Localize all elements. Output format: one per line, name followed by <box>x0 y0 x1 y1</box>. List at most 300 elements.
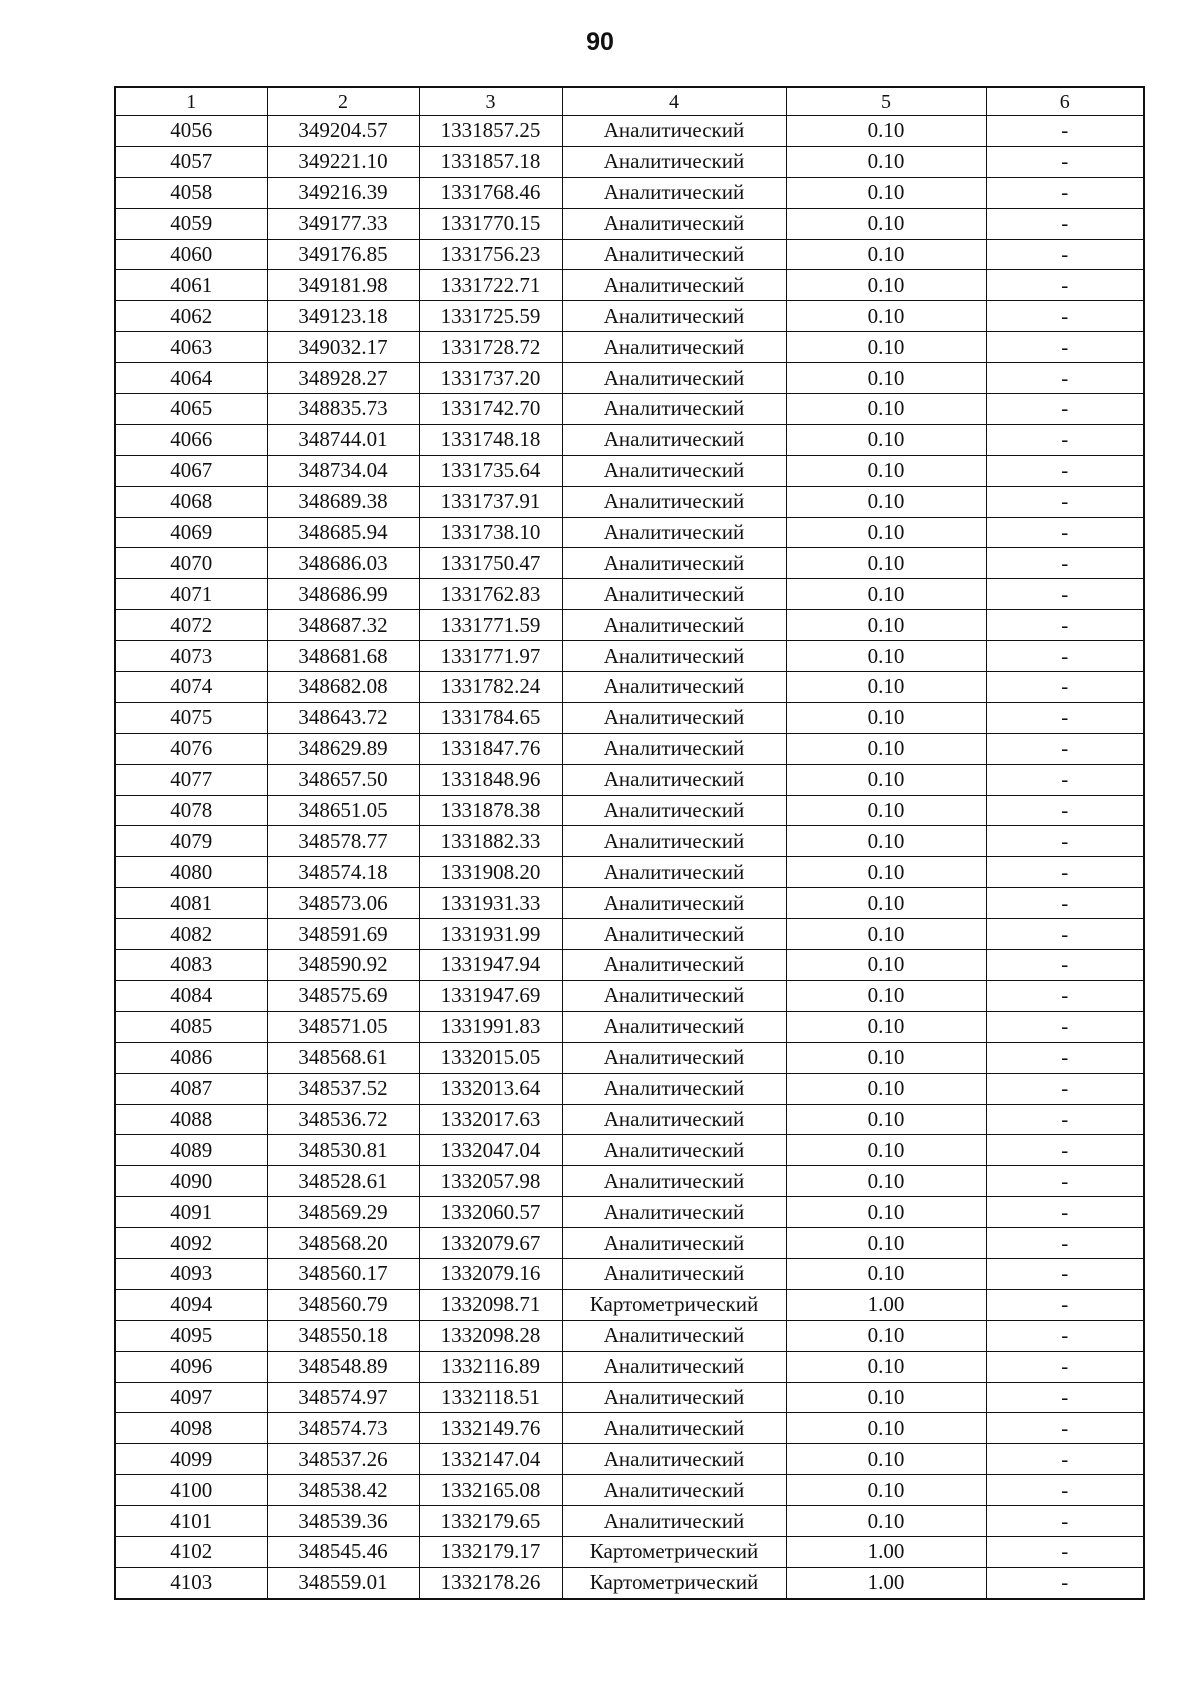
x-coordinate-cell: 348574.18 <box>267 857 419 888</box>
y-coordinate-cell: 1332149.76 <box>419 1413 562 1444</box>
y-coordinate-cell: 1332015.05 <box>419 1042 562 1073</box>
table-row <box>115 1536 1144 1567</box>
accuracy-cell: 0.10 <box>786 363 986 394</box>
table-row <box>115 795 1144 826</box>
note-cell: - <box>986 486 1144 517</box>
method-cell: Аналитический <box>562 301 786 332</box>
method-cell: Аналитический <box>562 517 786 548</box>
x-coordinate-cell: 348591.69 <box>267 919 419 950</box>
note-cell: - <box>986 1166 1144 1197</box>
x-coordinate-cell: 349181.98 <box>267 270 419 301</box>
table-row <box>115 146 1144 177</box>
note-cell: - <box>986 177 1144 208</box>
method-cell: Аналитический <box>562 455 786 486</box>
y-coordinate-cell: 1331947.94 <box>419 950 562 981</box>
point-number-cell: 4062 <box>115 301 267 332</box>
x-coordinate-cell: 348686.99 <box>267 579 419 610</box>
x-coordinate-cell: 348528.61 <box>267 1166 419 1197</box>
accuracy-cell: 0.10 <box>786 641 986 672</box>
accuracy-cell: 0.10 <box>786 239 986 270</box>
accuracy-cell: 0.10 <box>786 980 986 1011</box>
accuracy-cell: 0.10 <box>786 517 986 548</box>
method-cell: Аналитический <box>562 733 786 764</box>
point-number-cell: 4089 <box>115 1135 267 1166</box>
x-coordinate-cell: 349177.33 <box>267 208 419 239</box>
method-cell: Аналитический <box>562 857 786 888</box>
accuracy-cell: 0.10 <box>786 1073 986 1104</box>
note-cell: - <box>986 517 1144 548</box>
method-cell: Аналитический <box>562 1011 786 1042</box>
note-cell: - <box>986 1506 1144 1537</box>
note-cell: - <box>986 548 1144 579</box>
x-coordinate-cell: 348575.69 <box>267 980 419 1011</box>
method-cell: Аналитический <box>562 1135 786 1166</box>
point-number-cell: 4090 <box>115 1166 267 1197</box>
accuracy-cell: 0.10 <box>786 1011 986 1042</box>
x-coordinate-cell: 348569.29 <box>267 1197 419 1228</box>
column-header: 1 <box>115 87 267 116</box>
accuracy-cell: 0.10 <box>786 424 986 455</box>
point-number-cell: 4061 <box>115 270 267 301</box>
accuracy-cell: 0.10 <box>786 208 986 239</box>
y-coordinate-cell: 1331728.72 <box>419 332 562 363</box>
note-cell: - <box>986 702 1144 733</box>
point-number-cell: 4091 <box>115 1197 267 1228</box>
point-number-cell: 4077 <box>115 764 267 795</box>
y-coordinate-cell: 1331771.97 <box>419 641 562 672</box>
table-row <box>115 332 1144 363</box>
table-header-row <box>115 87 1144 116</box>
accuracy-cell: 0.10 <box>786 301 986 332</box>
method-cell: Аналитический <box>562 579 786 610</box>
y-coordinate-cell: 1331882.33 <box>419 826 562 857</box>
point-number-cell: 4086 <box>115 1042 267 1073</box>
accuracy-cell: 0.10 <box>786 332 986 363</box>
point-number-cell: 4097 <box>115 1382 267 1413</box>
method-cell: Аналитический <box>562 177 786 208</box>
point-number-cell: 4079 <box>115 826 267 857</box>
point-number-cell: 4100 <box>115 1475 267 1506</box>
table-row <box>115 1042 1144 1073</box>
note-cell: - <box>986 1042 1144 1073</box>
note-cell: - <box>986 455 1144 486</box>
note-cell: - <box>986 641 1144 672</box>
table-row <box>115 1289 1144 1320</box>
method-cell: Аналитический <box>562 610 786 641</box>
method-cell: Аналитический <box>562 1166 786 1197</box>
table-row <box>115 548 1144 579</box>
table-row <box>115 1073 1144 1104</box>
column-header: 3 <box>419 87 562 116</box>
table-row <box>115 610 1144 641</box>
point-number-cell: 4087 <box>115 1073 267 1104</box>
x-coordinate-cell: 348537.52 <box>267 1073 419 1104</box>
y-coordinate-cell: 1332118.51 <box>419 1382 562 1413</box>
y-coordinate-cell: 1332098.71 <box>419 1289 562 1320</box>
x-coordinate-cell: 348682.08 <box>267 672 419 703</box>
point-number-cell: 4101 <box>115 1506 267 1537</box>
note-cell: - <box>986 919 1144 950</box>
column-header: 6 <box>986 87 1144 116</box>
accuracy-cell: 0.10 <box>786 548 986 579</box>
point-number-cell: 4088 <box>115 1104 267 1135</box>
accuracy-cell: 0.10 <box>786 1320 986 1351</box>
table-row <box>115 702 1144 733</box>
note-cell: - <box>986 888 1144 919</box>
accuracy-cell: 0.10 <box>786 1444 986 1475</box>
table-row <box>115 826 1144 857</box>
method-cell: Аналитический <box>562 1228 786 1259</box>
x-coordinate-cell: 348578.77 <box>267 826 419 857</box>
x-coordinate-cell: 348590.92 <box>267 950 419 981</box>
x-coordinate-cell: 349204.57 <box>267 116 419 147</box>
note-cell: - <box>986 1258 1144 1289</box>
method-cell: Аналитический <box>562 116 786 147</box>
x-coordinate-cell: 348687.32 <box>267 610 419 641</box>
x-coordinate-cell: 348545.46 <box>267 1536 419 1567</box>
table-row <box>115 1135 1144 1166</box>
method-cell: Аналитический <box>562 1413 786 1444</box>
point-number-cell: 4064 <box>115 363 267 394</box>
point-number-cell: 4095 <box>115 1320 267 1351</box>
method-cell: Картометрический <box>562 1536 786 1567</box>
table-row <box>115 1444 1144 1475</box>
point-number-cell: 4096 <box>115 1351 267 1382</box>
method-cell: Аналитический <box>562 208 786 239</box>
note-cell: - <box>986 239 1144 270</box>
accuracy-cell: 0.10 <box>786 579 986 610</box>
column-header: 4 <box>562 87 786 116</box>
method-cell: Аналитический <box>562 394 786 425</box>
method-cell: Аналитический <box>562 146 786 177</box>
y-coordinate-cell: 1331771.59 <box>419 610 562 641</box>
method-cell: Аналитический <box>562 641 786 672</box>
accuracy-cell: 0.10 <box>786 672 986 703</box>
column-header: 5 <box>786 87 986 116</box>
point-number-cell: 4057 <box>115 146 267 177</box>
x-coordinate-cell: 348685.94 <box>267 517 419 548</box>
y-coordinate-cell: 1331748.18 <box>419 424 562 455</box>
note-cell: - <box>986 826 1144 857</box>
table-row <box>115 1475 1144 1506</box>
method-cell: Аналитический <box>562 1258 786 1289</box>
note-cell: - <box>986 301 1144 332</box>
note-cell: - <box>986 1320 1144 1351</box>
table-row <box>115 1104 1144 1135</box>
note-cell: - <box>986 857 1144 888</box>
x-coordinate-cell: 349221.10 <box>267 146 419 177</box>
y-coordinate-cell: 1332013.64 <box>419 1073 562 1104</box>
note-cell: - <box>986 1444 1144 1475</box>
point-number-cell: 4063 <box>115 332 267 363</box>
x-coordinate-cell: 348657.50 <box>267 764 419 795</box>
point-number-cell: 4093 <box>115 1258 267 1289</box>
y-coordinate-cell: 1331931.99 <box>419 919 562 950</box>
table-row <box>115 363 1144 394</box>
y-coordinate-cell: 1331762.83 <box>419 579 562 610</box>
x-coordinate-cell: 348629.89 <box>267 733 419 764</box>
x-coordinate-cell: 349032.17 <box>267 332 419 363</box>
y-coordinate-cell: 1331768.46 <box>419 177 562 208</box>
table-row <box>115 733 1144 764</box>
method-cell: Аналитический <box>562 950 786 981</box>
x-coordinate-cell: 348568.20 <box>267 1228 419 1259</box>
point-number-cell: 4056 <box>115 116 267 147</box>
x-coordinate-cell: 348550.18 <box>267 1320 419 1351</box>
x-coordinate-cell: 348530.81 <box>267 1135 419 1166</box>
y-coordinate-cell: 1331735.64 <box>419 455 562 486</box>
point-number-cell: 4069 <box>115 517 267 548</box>
y-coordinate-cell: 1332098.28 <box>419 1320 562 1351</box>
note-cell: - <box>986 1073 1144 1104</box>
y-coordinate-cell: 1331857.18 <box>419 146 562 177</box>
x-coordinate-cell: 348539.36 <box>267 1506 419 1537</box>
table-row <box>115 486 1144 517</box>
note-cell: - <box>986 208 1144 239</box>
point-number-cell: 4102 <box>115 1536 267 1567</box>
accuracy-cell: 0.10 <box>786 1413 986 1444</box>
page-number: 90 <box>586 28 614 56</box>
note-cell: - <box>986 116 1144 147</box>
note-cell: - <box>986 424 1144 455</box>
x-coordinate-cell: 348835.73 <box>267 394 419 425</box>
y-coordinate-cell: 1332057.98 <box>419 1166 562 1197</box>
point-number-cell: 4073 <box>115 641 267 672</box>
accuracy-cell: 0.10 <box>786 1104 986 1135</box>
point-number-cell: 4060 <box>115 239 267 270</box>
table-row <box>115 424 1144 455</box>
table-row <box>115 239 1144 270</box>
y-coordinate-cell: 1331737.20 <box>419 363 562 394</box>
table-row <box>115 641 1144 672</box>
y-coordinate-cell: 1332179.17 <box>419 1536 562 1567</box>
point-number-cell: 4071 <box>115 579 267 610</box>
y-coordinate-cell: 1331737.91 <box>419 486 562 517</box>
accuracy-cell: 0.10 <box>786 146 986 177</box>
y-coordinate-cell: 1331847.76 <box>419 733 562 764</box>
accuracy-cell: 0.10 <box>786 455 986 486</box>
method-cell: Аналитический <box>562 270 786 301</box>
table-row <box>115 1258 1144 1289</box>
method-cell: Аналитический <box>562 702 786 733</box>
y-coordinate-cell: 1331878.38 <box>419 795 562 826</box>
method-cell: Аналитический <box>562 1042 786 1073</box>
point-number-cell: 4075 <box>115 702 267 733</box>
note-cell: - <box>986 672 1144 703</box>
method-cell: Аналитический <box>562 1444 786 1475</box>
y-coordinate-cell: 1331857.25 <box>419 116 562 147</box>
y-coordinate-cell: 1332165.08 <box>419 1475 562 1506</box>
y-coordinate-cell: 1332017.63 <box>419 1104 562 1135</box>
method-cell: Аналитический <box>562 1320 786 1351</box>
x-coordinate-cell: 348734.04 <box>267 455 419 486</box>
accuracy-cell: 0.10 <box>786 270 986 301</box>
accuracy-cell: 0.10 <box>786 177 986 208</box>
point-number-cell: 4098 <box>115 1413 267 1444</box>
y-coordinate-cell: 1331750.47 <box>419 548 562 579</box>
table-row <box>115 1228 1144 1259</box>
y-coordinate-cell: 1332178.26 <box>419 1567 562 1598</box>
note-cell: - <box>986 733 1144 764</box>
point-number-cell: 4082 <box>115 919 267 950</box>
method-cell: Аналитический <box>562 424 786 455</box>
accuracy-cell: 0.10 <box>786 1506 986 1537</box>
y-coordinate-cell: 1332147.04 <box>419 1444 562 1475</box>
table-body <box>115 116 1144 1599</box>
accuracy-cell: 0.10 <box>786 919 986 950</box>
note-cell: - <box>986 1228 1144 1259</box>
y-coordinate-cell: 1331725.59 <box>419 301 562 332</box>
point-number-cell: 4078 <box>115 795 267 826</box>
table-row <box>115 1197 1144 1228</box>
method-cell: Аналитический <box>562 332 786 363</box>
method-cell: Аналитический <box>562 1197 786 1228</box>
note-cell: - <box>986 950 1144 981</box>
note-cell: - <box>986 795 1144 826</box>
method-cell: Аналитический <box>562 764 786 795</box>
point-number-cell: 4067 <box>115 455 267 486</box>
accuracy-cell: 0.10 <box>786 610 986 641</box>
y-coordinate-cell: 1331784.65 <box>419 702 562 733</box>
coordinates-table <box>114 86 1145 1600</box>
accuracy-cell: 0.10 <box>786 1042 986 1073</box>
point-number-cell: 4065 <box>115 394 267 425</box>
note-cell: - <box>986 980 1144 1011</box>
method-cell: Аналитический <box>562 1104 786 1135</box>
y-coordinate-cell: 1331908.20 <box>419 857 562 888</box>
accuracy-cell: 0.10 <box>786 116 986 147</box>
table-row <box>115 950 1144 981</box>
y-coordinate-cell: 1332060.57 <box>419 1197 562 1228</box>
x-coordinate-cell: 348560.79 <box>267 1289 419 1320</box>
point-number-cell: 4074 <box>115 672 267 703</box>
method-cell: Аналитический <box>562 1382 786 1413</box>
y-coordinate-cell: 1332047.04 <box>419 1135 562 1166</box>
note-cell: - <box>986 363 1144 394</box>
note-cell: - <box>986 1197 1144 1228</box>
point-number-cell: 4072 <box>115 610 267 641</box>
note-cell: - <box>986 1475 1144 1506</box>
note-cell: - <box>986 1289 1144 1320</box>
y-coordinate-cell: 1332079.67 <box>419 1228 562 1259</box>
accuracy-cell: 0.10 <box>786 1258 986 1289</box>
column-header: 2 <box>267 87 419 116</box>
table-row <box>115 857 1144 888</box>
y-coordinate-cell: 1331742.70 <box>419 394 562 425</box>
table-row <box>115 1382 1144 1413</box>
y-coordinate-cell: 1331756.23 <box>419 239 562 270</box>
x-coordinate-cell: 348681.68 <box>267 641 419 672</box>
x-coordinate-cell: 349123.18 <box>267 301 419 332</box>
x-coordinate-cell: 348571.05 <box>267 1011 419 1042</box>
method-cell: Аналитический <box>562 1506 786 1537</box>
table-row <box>115 208 1144 239</box>
table-row <box>115 1413 1144 1444</box>
x-coordinate-cell: 348559.01 <box>267 1567 419 1598</box>
y-coordinate-cell: 1331722.71 <box>419 270 562 301</box>
point-number-cell: 4092 <box>115 1228 267 1259</box>
note-cell: - <box>986 394 1144 425</box>
point-number-cell: 4099 <box>115 1444 267 1475</box>
accuracy-cell: 0.10 <box>786 1475 986 1506</box>
y-coordinate-cell: 1331738.10 <box>419 517 562 548</box>
x-coordinate-cell: 348568.61 <box>267 1042 419 1073</box>
note-cell: - <box>986 332 1144 363</box>
method-cell: Аналитический <box>562 363 786 394</box>
accuracy-cell: 1.00 <box>786 1289 986 1320</box>
table-row <box>115 1166 1144 1197</box>
method-cell: Аналитический <box>562 826 786 857</box>
accuracy-cell: 0.10 <box>786 888 986 919</box>
note-cell: - <box>986 764 1144 795</box>
method-cell: Аналитический <box>562 486 786 517</box>
method-cell: Аналитический <box>562 548 786 579</box>
accuracy-cell: 0.10 <box>786 950 986 981</box>
method-cell: Аналитический <box>562 980 786 1011</box>
table-row <box>115 1320 1144 1351</box>
note-cell: - <box>986 1536 1144 1567</box>
x-coordinate-cell: 348538.42 <box>267 1475 419 1506</box>
method-cell: Аналитический <box>562 919 786 950</box>
accuracy-cell: 0.10 <box>786 764 986 795</box>
point-number-cell: 4103 <box>115 1567 267 1598</box>
note-cell: - <box>986 1413 1144 1444</box>
accuracy-cell: 0.10 <box>786 486 986 517</box>
accuracy-cell: 0.10 <box>786 1351 986 1382</box>
x-coordinate-cell: 348574.73 <box>267 1413 419 1444</box>
x-coordinate-cell: 348548.89 <box>267 1351 419 1382</box>
table-row <box>115 116 1144 147</box>
point-number-cell: 4066 <box>115 424 267 455</box>
x-coordinate-cell: 348643.72 <box>267 702 419 733</box>
point-number-cell: 4084 <box>115 980 267 1011</box>
method-cell: Аналитический <box>562 888 786 919</box>
x-coordinate-cell: 349216.39 <box>267 177 419 208</box>
accuracy-cell: 1.00 <box>786 1536 986 1567</box>
point-number-cell: 4068 <box>115 486 267 517</box>
y-coordinate-cell: 1331947.69 <box>419 980 562 1011</box>
point-number-cell: 4083 <box>115 950 267 981</box>
method-cell: Аналитический <box>562 1475 786 1506</box>
point-number-cell: 4094 <box>115 1289 267 1320</box>
x-coordinate-cell: 348574.97 <box>267 1382 419 1413</box>
method-cell: Аналитический <box>562 795 786 826</box>
note-cell: - <box>986 1351 1144 1382</box>
accuracy-cell: 0.10 <box>786 1197 986 1228</box>
method-cell: Аналитический <box>562 1351 786 1382</box>
y-coordinate-cell: 1331770.15 <box>419 208 562 239</box>
y-coordinate-cell: 1331782.24 <box>419 672 562 703</box>
table-row <box>115 888 1144 919</box>
x-coordinate-cell: 348537.26 <box>267 1444 419 1475</box>
table-row <box>115 1011 1144 1042</box>
method-cell: Картометрический <box>562 1289 786 1320</box>
table-row <box>115 301 1144 332</box>
accuracy-cell: 0.10 <box>786 1382 986 1413</box>
accuracy-cell: 0.10 <box>786 826 986 857</box>
note-cell: - <box>986 1011 1144 1042</box>
x-coordinate-cell: 348536.72 <box>267 1104 419 1135</box>
y-coordinate-cell: 1332179.65 <box>419 1506 562 1537</box>
table-row <box>115 270 1144 301</box>
y-coordinate-cell: 1331991.83 <box>419 1011 562 1042</box>
x-coordinate-cell: 348686.03 <box>267 548 419 579</box>
note-cell: - <box>986 1382 1144 1413</box>
table-row <box>115 1351 1144 1382</box>
table-row <box>115 517 1144 548</box>
accuracy-cell: 0.10 <box>786 1228 986 1259</box>
accuracy-cell: 0.10 <box>786 1166 986 1197</box>
